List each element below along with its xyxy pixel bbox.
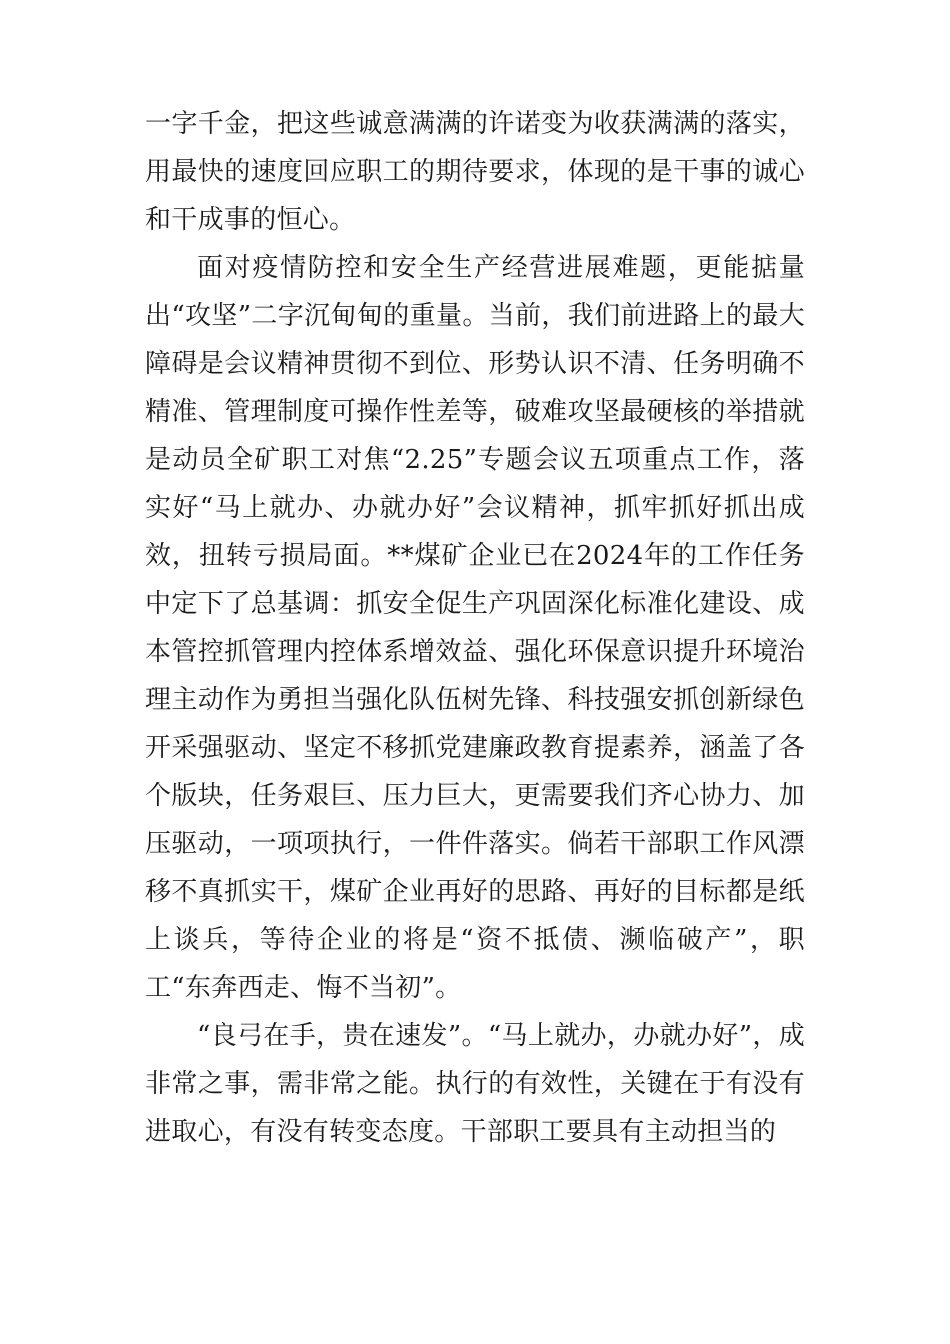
paragraph-2: 面对疫情防控和安全生产经营进展难题，更能掂量出“攻坚”二字沉甸甸的重量。当前，我们前进路上的最大障碍是会议精神贯彻不到位、形势认识不清、任务明确不精准、管理制度可操作性差等，破难攻坚最硬核的举措就是动员全矿职工对焦“2.25”专题会议五项重点工作，落实好“马上就办、办就办好”会议精神，抓牢抓好抓出成效，扭转亏损局面。**煤矿企业已在2024年的工作任务中定下了总基调：抓安全促生产巩固深化标准化建设、成本管控抓管理内控体系增效益、强化环保意识提升环境治理主动作为勇担当强化队伍树先锋、科技强安抓创新绿色开采强驱动、坚定不移抓党建廉政教育提素养，涵盖了各个版块，任务艰巨、压力巨大，更需要我们齐心协力、加压驱动，一项项执行，一件件落实。倘若干部职工作风漂移不真抓实干，煤矿企业再好的思路、再好的目标都是纸上谈兵，等待企业的将是“资不抵债、濒临破产”，职工“东奔西走、悔不当初”。 [145,253,805,1003]
paragraph-3: “良弓在手，贵在速发”。“马上就办，办就办好”，成非常之事，需非常之能。执行的有效性，关键在于有没有进取心，有没有转变态度。干部职工要具有主动担当的 [145,1021,805,1147]
document-body [145,100,805,1156]
paragraph-1: 一字千金，把这些诚意满满的许诺变为收获满满的落实，用最快的速度回应职工的期待要求，体现的是干事的诚心和干成事的恒心。 [145,109,805,235]
